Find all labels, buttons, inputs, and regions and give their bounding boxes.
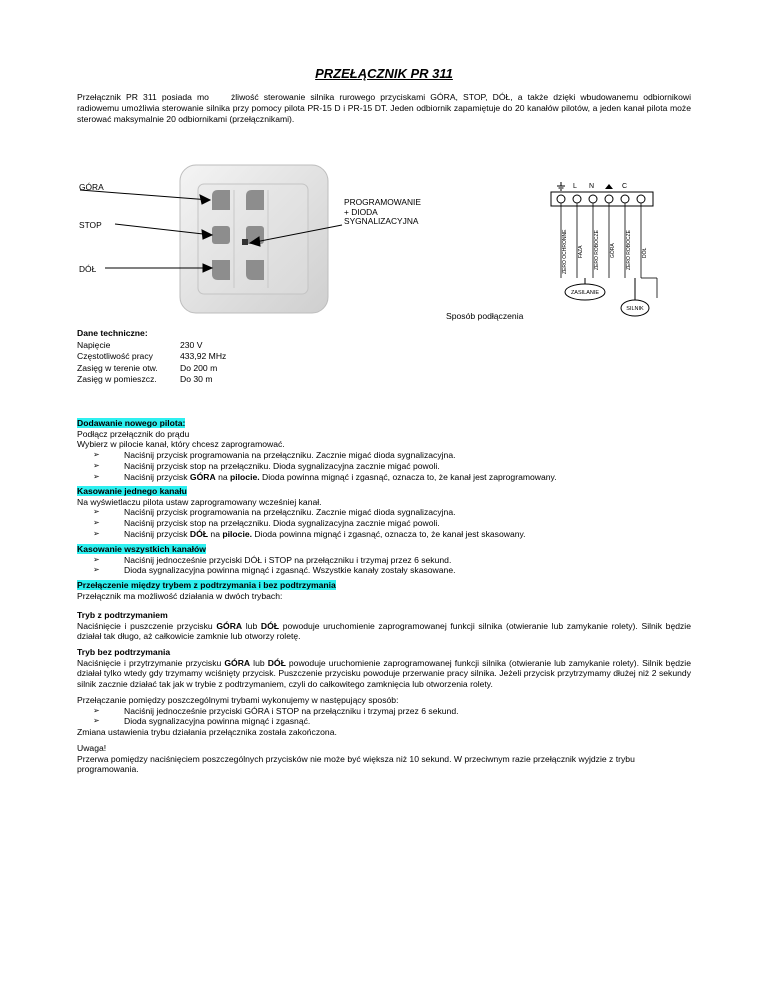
tech-value: Do 30 m bbox=[180, 373, 213, 384]
terminal-label: GÓRA bbox=[610, 243, 616, 258]
mode-without-hold: Tryb bez podtrzymania Naciśnięcie i przytrzymanie przycisku GÓRA lub DÓŁ powoduje uruchomienie zaprogramowanej funkcji silnika (otwieranie lub zamykanie rolety). Silnik będzie działał tylko wtedy gdy trzymamy wciśnięty przycisk. Puszczenie przycisku powoduje przerwanie pracy silnika. Jeżeli przycisk przytrzymamy dłużej niż 2 sekundy silnik zacznie działać tak jak w trybie z podtrzymaniem, czyli do całkowitego zamknięcia lub otworzenia rolety. bbox=[77, 647, 692, 690]
tech-value: 433,92 MHz bbox=[180, 351, 227, 362]
tech-key: Zasięg w terenie otw. bbox=[77, 362, 158, 373]
arrow-bullet-icon: ➢ bbox=[93, 450, 100, 460]
list-item: ➢ Naciśnij przycisk programowania na przełączniku. Zacznie migać dioda sygnalizacyjna. bbox=[93, 507, 456, 518]
zasilanie-label: ZASILANIE bbox=[570, 290, 600, 296]
section-delete-one: Kasowanie jednego kanału Na wyświetlaczu pilota ustaw zaprogramowany wcześniej kanał. ➢ Naciśnij przycisk programowania na przełączniku. Zacznie migać dioda sygnalizacyjna. ➢ Naciśnij przycisk stop na przełączniku. Dioda sygnalizacyjna zacznie migać powoli. ➢ Naciśnij przycisk DÓŁ na pilocie. Dioda powinna mignąć i zgasnąć, oznacza to, że kanał jest skasowany. bbox=[77, 486, 691, 540]
tech-key: Zasięg w pomieszcz. bbox=[77, 373, 157, 384]
terminal-label: ZERO ROBOCZE bbox=[626, 229, 632, 270]
label-programowanie: PROGRAMOWANIE + DIODA SYGNALIZACYJNA bbox=[344, 197, 421, 226]
label-stop: STOP bbox=[79, 220, 102, 230]
section-modes: Przełączenie między trybem z podtrzymania i bez podtrzymania Przełącznik ma możliwość działania w dwóch trybach: bbox=[77, 580, 336, 601]
arrow-bullet-icon: ➢ bbox=[93, 554, 100, 564]
label-dol: DÓŁ bbox=[79, 264, 97, 274]
arrow-bullet-icon: ➢ bbox=[93, 471, 100, 481]
warning: Uwaga! Przerwa pomiędzy naciśnięciem poszczególnych przycisków nie może być większa niż 10 sekund. W przeciwnym razie przełącznik wyjdzie z trybu programowania. bbox=[77, 743, 635, 775]
terminal-label: DÓŁ bbox=[642, 247, 648, 258]
arrow-bullet-icon: ➢ bbox=[93, 460, 100, 470]
list-item: ➢ Dioda sygnalizacyjna powinna mignąć i zgasnąć. bbox=[93, 716, 311, 727]
arrow-bullet-icon: ➢ bbox=[93, 528, 100, 538]
wiring-top-label-c: C bbox=[622, 183, 628, 190]
tech-value: Do 200 m bbox=[180, 362, 218, 373]
wiring-top-label-l: L bbox=[573, 183, 577, 190]
table-row bbox=[77, 363, 226, 374]
section-heading: Przełączenie między trybem z podtrzymania i bez podtrzymania bbox=[77, 580, 336, 590]
tech-key: Napięcie bbox=[77, 340, 111, 350]
list-item: ➢ Naciśnij przycisk GÓRA na pilocie. Dioda powinna mignąć i zgasnąć, oznacza to, że kanał jest zaprogramowany. bbox=[93, 471, 557, 482]
page-title: PRZEŁĄCZNIK PR 311 bbox=[315, 66, 453, 81]
section-heading: Dodawanie nowego pilota: bbox=[77, 418, 186, 428]
list-item: ➢ Naciśnij jednocześnie przyciski GÓRA i STOP na przełączniku i trzymaj przez 6 sekund. bbox=[93, 705, 459, 716]
list-item: ➢ Naciśnij przycisk stop na przełączniku. Dioda sygnalizacyjna zacznie migać powoli. bbox=[93, 518, 440, 529]
section-heading: Kasowanie wszystkich kanałów bbox=[77, 544, 206, 554]
list-item: ➢ Dioda sygnalizacyjna powinna mignąć i zgasnąć. Wszystkie kanały zostały skasowane. bbox=[93, 565, 456, 576]
tech-data bbox=[77, 328, 226, 385]
list-item: ➢ Naciśnij jednocześnie przyciski DÓŁ i STOP na przełączniku i trzymaj przez 6 sekund. bbox=[93, 554, 452, 565]
label-gora: GÓRA bbox=[79, 182, 104, 192]
arrow-bullet-icon: ➢ bbox=[93, 565, 100, 575]
terminal-label: FAZA bbox=[578, 245, 584, 258]
list-item: ➢ Naciśnij przycisk programowania na przełączniku. Zacznie migać dioda sygnalizacyjna. bbox=[93, 450, 456, 461]
terminal-label: ZERO OCHRONNE bbox=[562, 229, 568, 274]
list-item: ➢ Naciśnij przycisk DÓŁ na pilocie. Dioda powinna mignąć i zgasnąć, oznacza to, że kanał jest skasowany. bbox=[93, 528, 526, 539]
table-row bbox=[77, 340, 226, 351]
terminal-label: ZERO ROBOCZE bbox=[594, 229, 600, 270]
arrow-bullet-icon: ➢ bbox=[93, 705, 100, 715]
wiring-top-label-n: N bbox=[589, 183, 595, 190]
wiring-caption: Sposób podłączenia bbox=[446, 311, 524, 321]
section-heading: Kasowanie jednego kanału bbox=[77, 486, 187, 496]
tech-value: 230 V bbox=[180, 340, 203, 350]
arrow-bullet-icon: ➢ bbox=[93, 518, 100, 528]
led-indicator bbox=[242, 239, 248, 245]
switch-figure bbox=[60, 160, 480, 320]
silnik-label: SILNIK bbox=[626, 306, 644, 312]
section-delete-all bbox=[77, 544, 691, 576]
mode-switching: Przełączanie pomiędzy poszczególnymi trybami wykonujemy w następujący sposób: ➢ Naciśnij jednocześnie przyciski GÓRA i STOP na przełączniku i trzymaj przez 6 sekund. ➢ Dioda sygnalizacyjna powinna mignąć i zgasnąć. Zmiana ustawienia trybu działania przełącznika została zakończona. bbox=[77, 695, 691, 738]
arrow-bullet-icon: ➢ bbox=[93, 716, 100, 726]
table-row bbox=[77, 374, 226, 385]
tech-heading: Dane techniczne: bbox=[77, 328, 148, 338]
mode-with-hold: Tryb z podtrzymaniem Naciśnięcie i puszczenie przycisku GÓRA lub DÓŁ powoduje uruchomienie zaprogramowanej funkcji silnika (otwieranie lub zamykanie rolety). Silnik będzie działał tak długo, aż całkowicie zamknie lub otworzy roletę. bbox=[77, 610, 691, 642]
table-row bbox=[77, 351, 226, 362]
intro-paragraph: Przełącznik PR 311 posiada mo żliwość sterowanie silnika rurowego przyciskami GÓRA, STOP, DÓŁ, a także dzięki wbudowanemu odbiornikowi radiowemu umożliwia sterowanie silnika przy pomocy pilota PR-15 D i PR-15 DT. Jeden odbiornik zapamiętuje do 20 kanałów pilotów, a jeden kanał pilota może sterować maksymalnie 20 odbiornikami (przełącznikami). bbox=[77, 92, 691, 124]
up-arrow-icon bbox=[605, 184, 613, 189]
section-add-remote: Dodawanie nowego pilota: Podłącz przełącznik do prądu Wybierz w pilocie kanał, który chcesz zaprogramować. ➢ Naciśnij przycisk programowania na przełączniku. Zacznie migać dioda sygnalizacyjna. ➢ Naciśnij przycisk stop na przełączniku. Dioda sygnalizacyjna zacznie migać powoli. ➢ Naciśnij przycisk GÓRA na pilocie. Dioda powinna mignąć i zgasnąć, oznacza to, że kanał jest zaprogramowany. bbox=[77, 418, 691, 482]
list-item: ➢ Naciśnij przycisk stop na przełączniku. Dioda sygnalizacyjna zacznie migać powoli. bbox=[93, 460, 440, 471]
wiring-diagram bbox=[545, 178, 675, 320]
ground-icon bbox=[557, 182, 565, 190]
arrow-bullet-icon: ➢ bbox=[93, 507, 100, 517]
tech-table bbox=[77, 340, 226, 385]
tech-key: Częstotliwość pracy bbox=[77, 351, 153, 362]
